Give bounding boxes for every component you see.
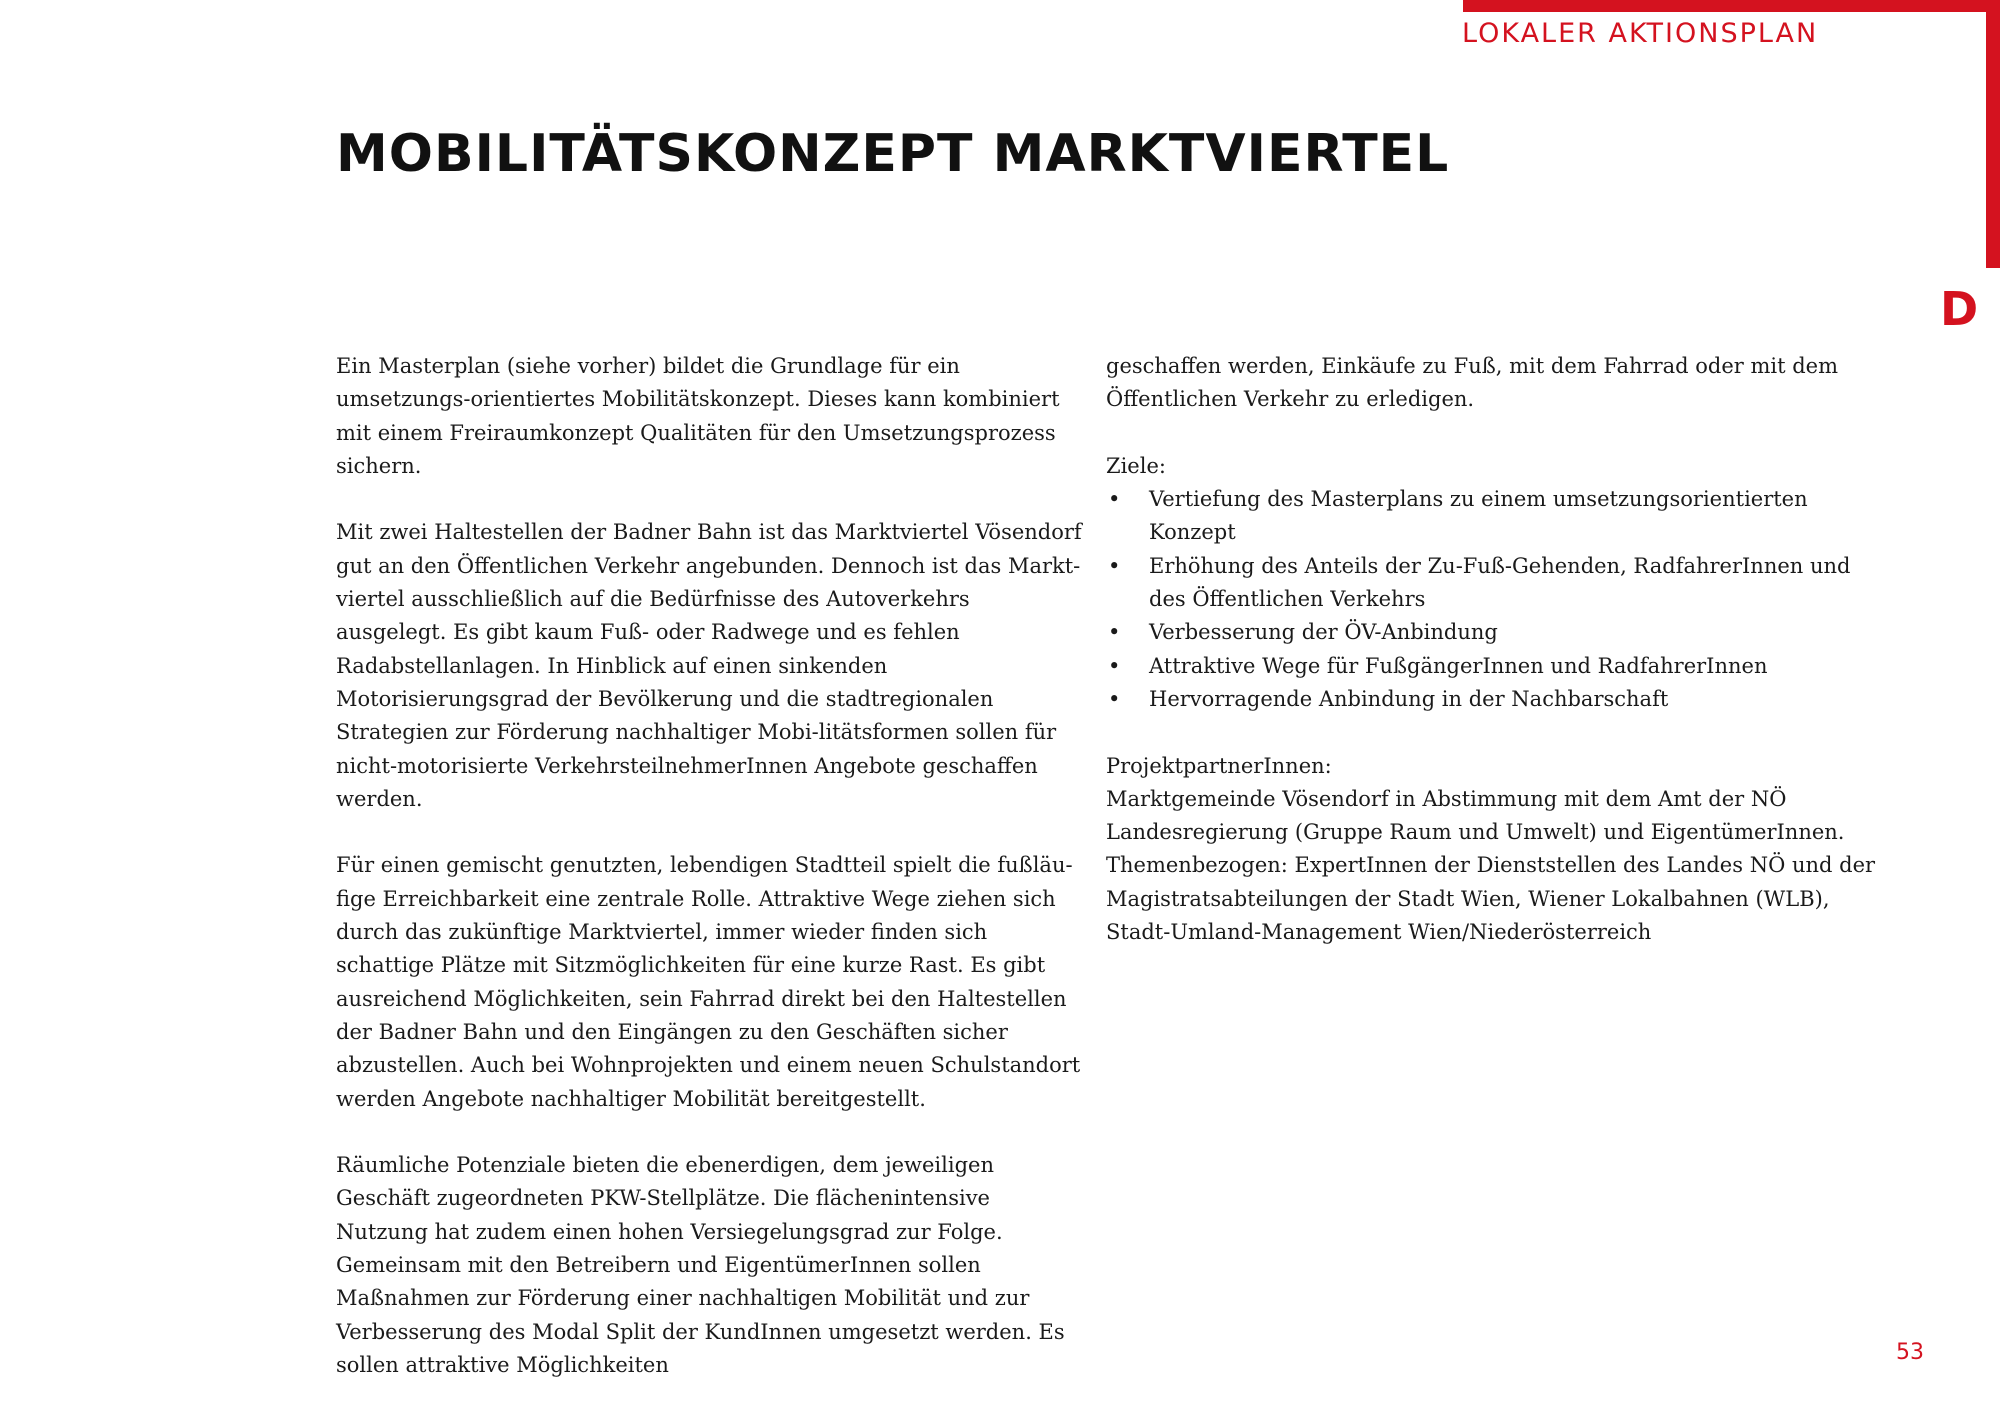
left-column bbox=[336, 350, 1086, 1416]
goal-text: Verbesserung der ÖV-Anbindung bbox=[1149, 620, 1498, 645]
body-paragraph: Für einen gemischt genutzten, lebendigen Stadtteil spielt die fußläu-fige Erreichbarkeit eine zentrale Rolle. Attraktive Wege ziehen sich durch das zukünftige Marktviertel, immer wieder finden sich schattige Plätze mit Sitzmöglichkeiten für eine kurze Rast. Es gibt ausreichend Möglichkeiten, sein Fahrrad direkt bei den Haltestellen der Badner Bahn und den Eingängen zu den Geschäften sicher abzustellen. Auch bei Wohnprojekten und einem neuen Schulstandort werden Angebote nachhaltiger Mobilität bereitgestellt. bbox=[336, 853, 1081, 1111]
continuation-paragraph: geschaffen werden, Einkäufe zu Fuß, mit dem Fahrrad oder mit dem Öffentlichen Verkehr zu erledigen. bbox=[1106, 354, 1839, 412]
goal-text: Hervorragende Anbindung in der Nachbarschaft bbox=[1149, 686, 1669, 711]
list-item bbox=[1106, 483, 1886, 550]
body-paragraph: Mit zwei Haltestellen der Badner Bahn ist das Marktviertel Vösendorf gut an den Öffentlichen Verkehr angebunden. Dennoch ist das Markt-viertel ausschließlich auf die Bedürfnisse des Autoverkehrs ausgelegt. Es gibt kaum Fuß- oder Radwege und es fehlen Radabstellanlagen. In Hinblick auf einen sinkenden Motorisierungsgrad der Bevölkerung und die stadtregionalen Strategien zur Förderung nachhaltiger Mobi-litätsformen sollen für nicht-motorisierte VerkehrsteilnehmerInnen Angebote geschaffen werden. bbox=[336, 520, 1082, 811]
bullet-icon: • bbox=[1108, 620, 1121, 645]
chapter-accent-bar bbox=[1986, 0, 2000, 268]
goal-text: Vertiefung des Masterplans zu einem umsetzungsorientierten Konzept bbox=[1149, 487, 1808, 545]
bullet-icon: • bbox=[1108, 686, 1121, 711]
partners-label: ProjektpartnerInnen: bbox=[1106, 753, 1332, 778]
partners-text: Marktgemeinde Vösendorf in Abstimmung mit dem Amt der NÖ Landesregierung (Gruppe Raum und Umwelt) und EigentümerInnen. bbox=[1106, 786, 1845, 845]
page-title: MOBILITÄTSKONZEPT MARKTVIERTEL bbox=[336, 124, 1450, 184]
bullet-icon: • bbox=[1108, 653, 1121, 678]
goal-text: Erhöhung des Anteils der Zu-Fuß-Gehenden, RadfahrerInnen und des Öffentlichen Verkehrs bbox=[1149, 553, 1851, 612]
list-item bbox=[1106, 650, 1886, 683]
list-item bbox=[1106, 550, 1886, 617]
themed-partners-text: Themenbezogen: ExpertInnen der Dienststellen des Landes NÖ und der Magistratsabteilungen der Stadt Wien, Wiener Lokalbahnen (WLB), Stadt-Umland-Management Wien/Niederösterreich bbox=[1106, 853, 1876, 945]
list-item bbox=[1106, 683, 1886, 716]
right-column bbox=[1106, 350, 1886, 949]
header-accent-line bbox=[1463, 0, 2000, 12]
section-label: LOKALER AKTIONSPLAN bbox=[1462, 18, 1819, 49]
goals-list bbox=[1106, 483, 1886, 716]
body-paragraph: Räumliche Potenziale bieten die ebenerdigen, dem jeweiligen Geschäft zugeordneten PKW-Stellplätze. Die flächenintensive Nutzung hat zudem einen hohen Versiegelungsgrad zur Folge. Gemeinsam mit den Betreibern und EigentümerInnen sollen Maßnahmen zur Förderung einer nachhaltigen Mobilität und zur Verbesserung des Modal Split der KundInnen umgesetzt werden. Es sollen attraktive Möglichkeiten bbox=[336, 1153, 1065, 1377]
bullet-icon: • bbox=[1108, 487, 1121, 512]
bullet-icon: • bbox=[1108, 553, 1121, 578]
page-number: 53 bbox=[1896, 1340, 1924, 1365]
body-paragraph: Ein Masterplan (siehe vorher) bildet die Grundlage für ein umsetzungs-orientiertes Mobilitätskonzept. Dieses kann kombiniert mit einem Freiraumkonzept Qualitäten für den Umsetzungsprozess sichern. bbox=[336, 354, 1060, 478]
goals-label: Ziele: bbox=[1106, 453, 1166, 478]
chapter-letter: D bbox=[1940, 282, 1979, 336]
list-item bbox=[1106, 616, 1886, 649]
goal-text: Attraktive Wege für FußgängerInnen und RadfahrerInnen bbox=[1149, 653, 1768, 678]
